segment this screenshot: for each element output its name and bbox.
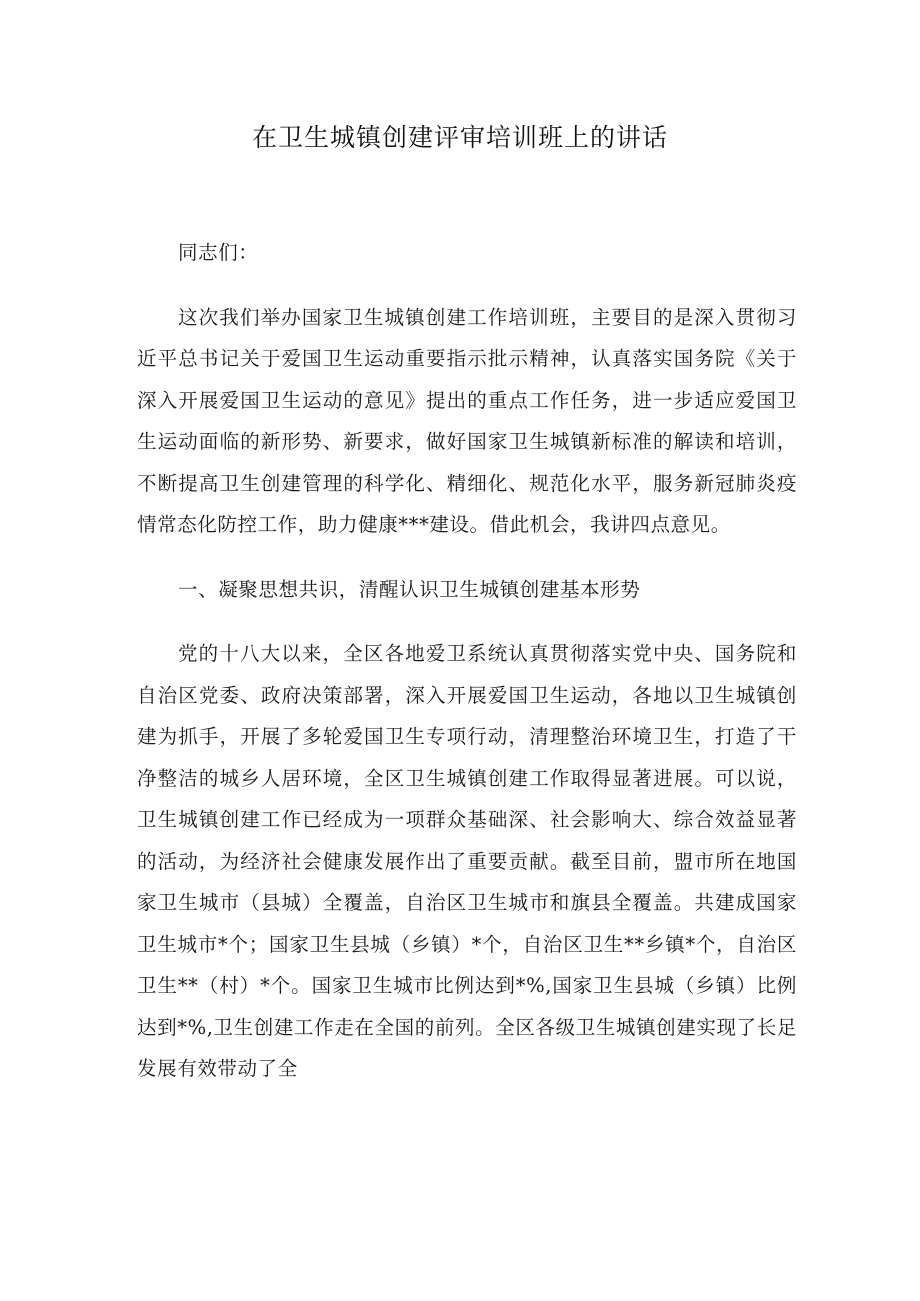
section-paragraph-1: 党的十八大以来，全区各地爱卫系统认真贯彻落实党中央、国务院和自治区党委、政府决策部署，深入开展爱国卫生运动，各地以卫生城镇创建为抓手，开展了多轮爱国卫生专项行动，清理整治环境卫生，打造了干净整洁的城乡人居环境，全区卫生城镇创建工作取得显著进展。可以说，卫生城镇创建工作已经成为一项群众基础深、社会影响大、综合效益显著的活动，为经济社会健康发展作出了重要贡献。截至目前，盟市所在地国家卫生城市（县城）全覆盖，自治区卫生城市和旗县全覆盖。共建成国家卫生城市*个；国家卫生县城（乡镇）*个，自治区卫生**乡镇*个，自治区卫生**（村）*个。国家卫生城市比例达到*%,国家卫生县城（乡镇）比例达到*%,卫生创建工作走在全国的前列。全区各级卫生城镇创建实现了长足发展有效带动了全 — [137, 642, 797, 1080]
intro-paragraph: 这次我们举办国家卫生城镇创建工作培训班，主要目的是深入贯彻习近平总书记关于爱国卫生运动重要指示批示精神，认真落实国务院《关于深入开展爱国卫生运动的意见》提出的重点工作任务，进一步适应爱国卫生运动面临的新形势、新要求，做好国家卫生城镇新标准的解读和培训，不断提高卫生创建管理的科学化、精细化、规范化水平，服务新冠肺炎疫情常态化防控工作，助力健康***建设。借此机会，我讲四点意见。 — [137, 305, 797, 536]
document-body — [137, 232, 797, 1090]
document-title: 在卫生城镇创建评审培训班上的讲话 — [251, 123, 668, 152]
section-heading-1: 一、凝聚思想共识，清醒认识卫生城镇创建基本形势 — [178, 577, 641, 601]
salutation: 同志们： — [178, 241, 259, 264]
